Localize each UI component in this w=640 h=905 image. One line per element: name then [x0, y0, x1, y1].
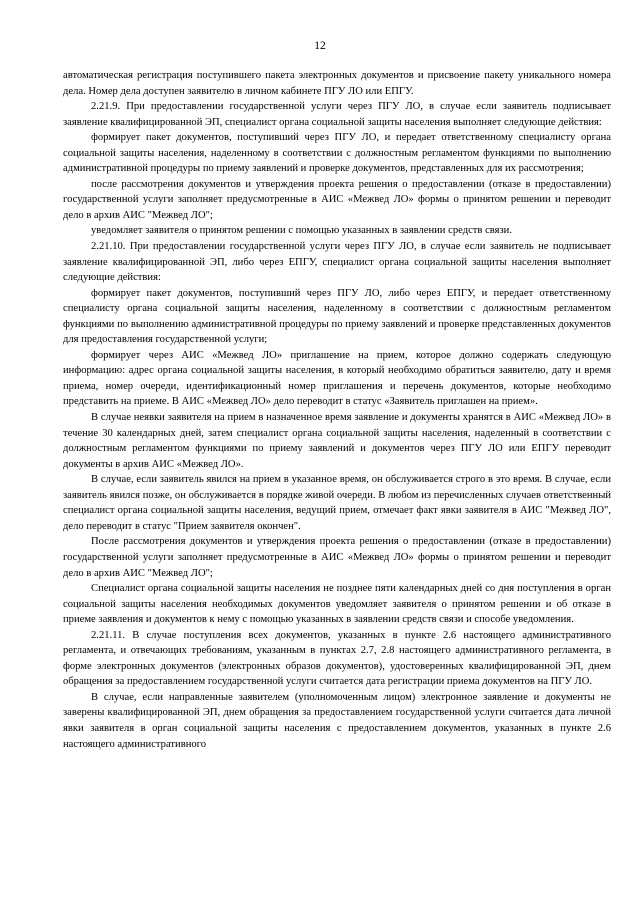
paragraph-after-review: после рассмотрения документов и утверждения проекта решения о предоставлении (отказе в предоставлении) государственной услуги заполняет предусмотренные в АИС «Межвед ЛО» формы о принятом решении и переводит дело в архив АИС "Межвед ЛО";: [63, 178, 611, 221]
paragraph-2-21-10: 2.21.10. При предоставлении государственной услуги через ПГУ ЛО, в случае если заявитель не подписывает заявление квалифицированной ЭП, либо через ЕПГУ, специалист органа социальной защиты населения выполняет следующие действия:: [63, 241, 611, 284]
document-body: [63, 68, 611, 752]
paragraph-notifies-applicant: уведомляет заявителя о принятом решении с помощью указанных в заявлении средств связи.: [91, 225, 513, 237]
paragraph-appeared: В случае, если заявитель явился на прием в указанное время, он обслуживается строго в это время. В случае, если заявитель явился позже, он обслуживается в порядке живой очереди. В любом из перечисленных случаев ответственный специалист органа социальной защиты населения, ведущий прием, отмечает факт явки заявителя в АИС "Межвед ЛО", дело переводит в статус "Прием заявителя окончен".: [63, 474, 611, 532]
paragraph-after-review-2: После рассмотрения документов и утверждения проекта решения о предоставлении (отказе в предоставлении) государственной услуги заполняет предусмотренные в АИС «Межвед ЛО» формы о принятом решении и переводит дело в архив АИС "Межвед ЛО";: [63, 536, 611, 579]
paragraph-2-21-9: 2.21.9. При предоставлении государственной услуги через ПГУ ЛО, в случае если заявитель подписывает заявление квалифицированной ЭП, специалист органа социальной защиты населения выполняет следующие действия:: [63, 101, 611, 128]
paragraph-forms-package: формирует пакет документов, поступивший через ПГУ ЛО, и передает ответственному специалисту органа социальной защиты населения, наделенному в соответствии с должностным регламентом функциями по выполнению административной процедуры по приему заявлений и проверке документов, представленных для их рассмотрения;: [63, 132, 611, 175]
paragraph-forms-package-epgu: формирует пакет документов, поступивший через ПГУ ЛО, либо через ЕПГУ, и передает ответственному специалисту органа социальной защиты населения, наделенному в соответствии с должностным регламентом функциями по выполнению административной процедуры по приему заявлений и проверке представленных документов для предоставления государственной услуги;: [63, 287, 611, 346]
paragraph-specialist-notifies: Специалист органа социальной защиты населения не позднее пяти календарных дней со дня поступления в орган социальной защиты населения необходимых документов уведомляет заявителя о принятом решении и об отказе в приеме заявления и документов к нему с помощью указанных в заявлении средств связи и способе уведомления.: [63, 583, 611, 626]
paragraph-invitation: формирует через АИС «Межвед ЛО» приглашение на прием, которое должно содержать следующую информацию: адрес органа социальной защиты населения, в который необходимо обратиться заявителю, дату и время приема, номер очереди, идентификационный номер приглашения и перечень документов, которые необходимо представить на приеме. В АИС «Межвед ЛО» дело переводит в статус «Заявитель приглашен на прием».: [63, 349, 611, 408]
paragraph-no-show: В случае неявки заявителя на прием в назначенное время заявление и документы хранятся в АИС «Межвед ЛО» в течение 30 календарных дней, затем специалист органа социальной защиты населения, наделенный в соответствии с должностным регламентом функциями по приему заявлений и документов через ПГУ ЛО или ЕПГУ переводит документы в архив АИС «Межвед ЛО».: [63, 412, 611, 470]
paragraph-not-certified: В случае, если направленные заявителем (уполномоченным лицом) электронное заявление и документы не заверены квалифицированной ЭП, днем обращения за предоставлением государственной услуги считается дата личной явки заявителя в орган социальной защиты населения с предоставлением документов, указанных в пункте 2.6 настоящего административного: [63, 691, 611, 750]
paragraph-continuation: автоматическая регистрация поступившего пакета электронных документов и присвоение пакету уникального номера дела. Номер дела доступен заявителю в личном кабинете ПГУ ЛО или ЕПГУ.: [63, 70, 611, 97]
paragraph-2-21-11: 2.21.11. В случае поступления всех документов, указанных в пункте 2.6 настоящего административного регламента, и отвечающих требованиям, указанным в пунктах 2.7, 2.8 настоящего административного регламента, в форме электронных документов (электронных образов документов), удостоверенных квалифицированной ЭП, днем обращения за предоставлением государственной услуги считается дата регистрации приема документов на ПГУ ЛО.: [63, 629, 611, 688]
page-number: 12: [314, 40, 326, 52]
